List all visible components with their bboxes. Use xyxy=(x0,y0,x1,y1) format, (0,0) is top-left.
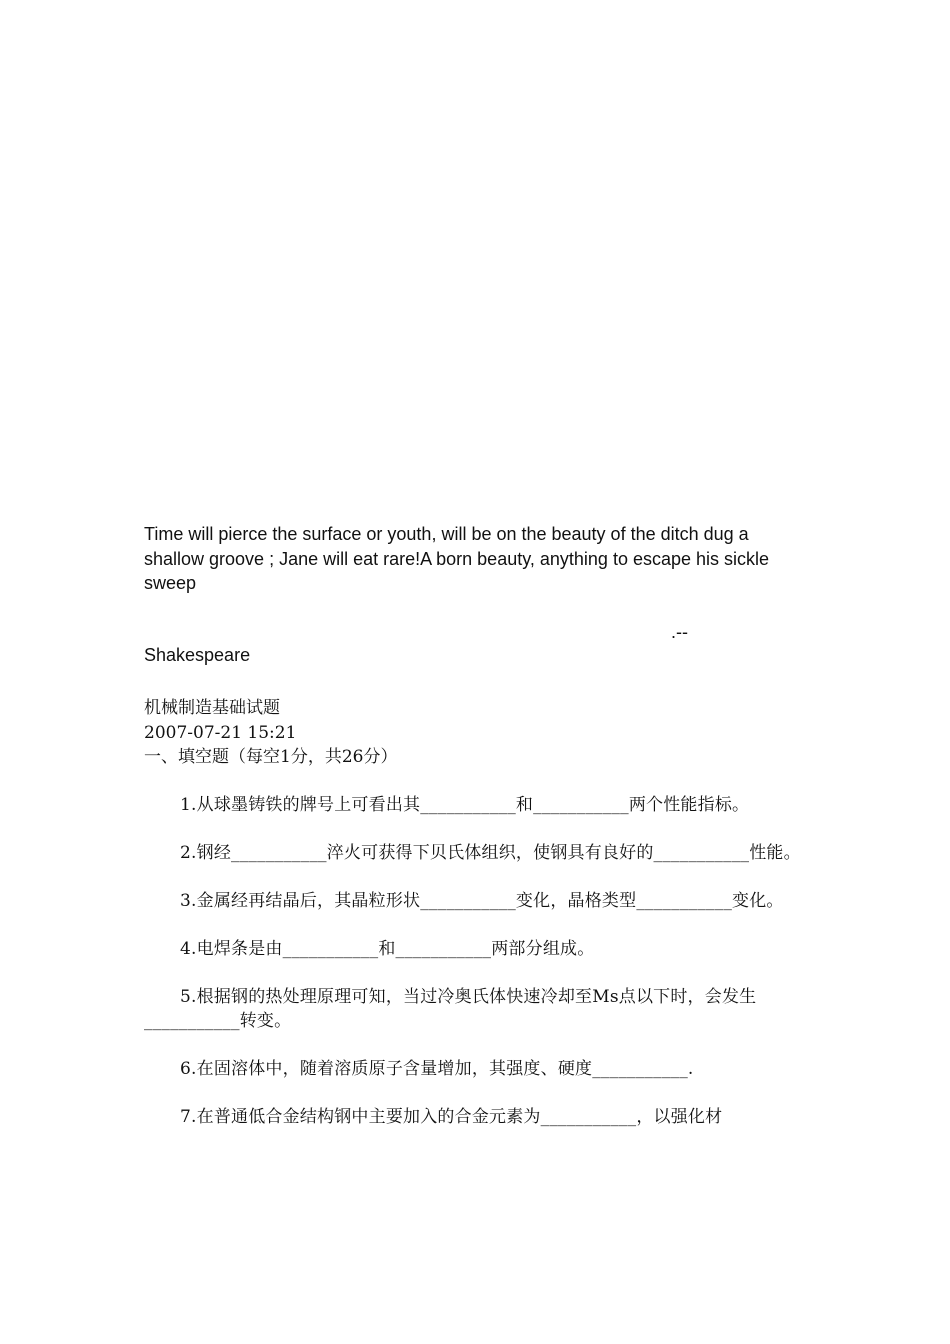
question-item: 1.从球墨铸铁的牌号上可看出其___________和___________两个性能指标。 xyxy=(180,795,750,815)
question-item: 4.电焊条是由___________和___________两部分组成。 xyxy=(180,939,595,959)
question-item: 6.在固溶体中，随着溶质原子含量增加，其强度、硬度___________. xyxy=(180,1059,694,1079)
document-header xyxy=(144,696,397,770)
section-heading: 一、填空题（每空1分，共26分） xyxy=(144,747,398,767)
question-item: 5.根据钢的热处理原理可知，当过冷奥氏体快速冷却至Ms点以下时，会发生___________转变。 xyxy=(144,987,757,1031)
document-datetime: 2007-07-21 15:21 xyxy=(144,722,297,743)
question-list xyxy=(144,793,806,1153)
quote-text: Time will pierce the surface or youth, will be on the beauty of the ditch dug a shallow groove ; Jane will eat rare!A born beauty, anything to escape his sickle sweep xyxy=(144,524,770,593)
quote-author: Shakespeare xyxy=(144,645,251,665)
question-item: 3.金属经再结晶后，其晶粒形状___________变化，晶格类型___________变化。 xyxy=(180,891,784,911)
quote-dash: .-- xyxy=(671,622,688,642)
document-title: 机械制造基础试题 xyxy=(144,698,280,718)
question-item: 2.钢经___________淬火可获得下贝氏体组织，使钢具有良好的___________性能。 xyxy=(180,843,801,863)
question-item: 7.在普通低合金结构钢中主要加入的合金元素为___________，以强化材 xyxy=(180,1107,723,1127)
